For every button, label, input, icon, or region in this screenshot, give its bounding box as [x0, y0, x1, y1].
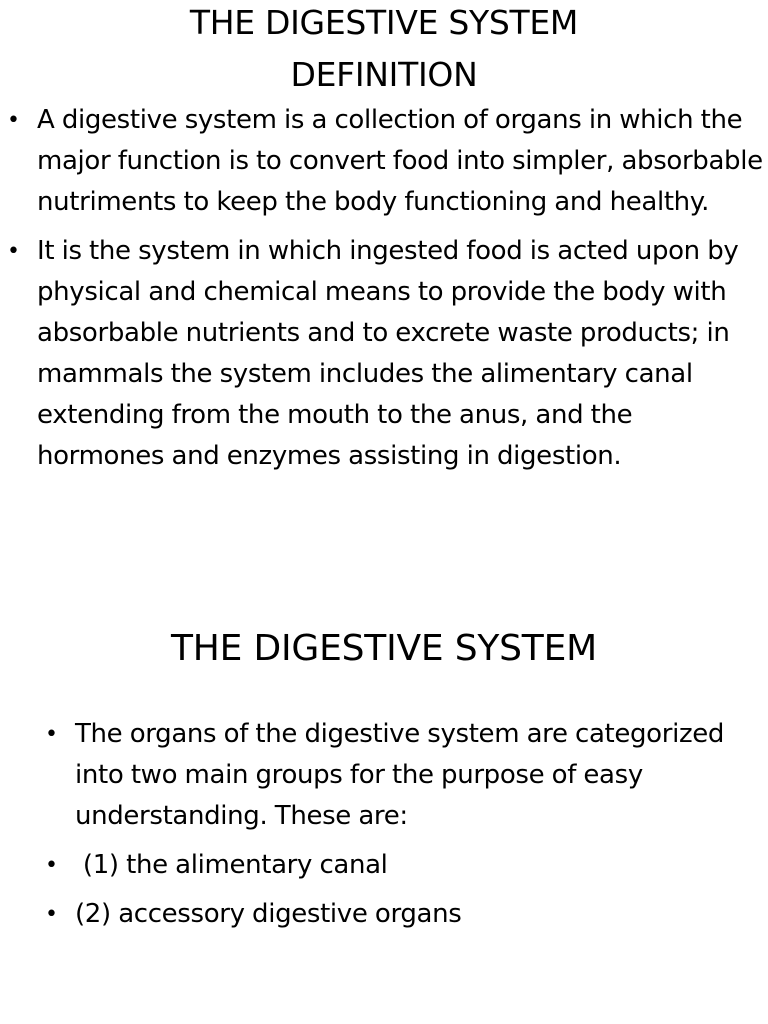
list-item — [0, 231, 768, 477]
bullet-icon: • — [45, 722, 58, 747]
slide-title — [0, 0, 768, 101]
list-item — [0, 100, 768, 223]
bullet-list — [0, 714, 768, 943]
bullet-text: It is the system in which ingested food is acted upon by physical and chemical means to provide the body with absorbable nutrients and to excrete waste products; in mammals the system includes the alimentary canal extending from the mouth to the anus, and the hormones and enzymes assisting in digestion. — [37, 236, 739, 471]
slide-organs — [0, 618, 768, 1024]
bullet-icon: • — [45, 902, 58, 927]
bullet-text: (1) the alimentary canal — [75, 850, 388, 880]
bullet-icon: • — [45, 853, 58, 878]
bullet-list — [0, 100, 768, 485]
bullet-icon: • — [7, 108, 20, 133]
list-item — [0, 714, 768, 837]
list-item — [0, 845, 768, 886]
bullet-text: (2) accessory digestive organs — [75, 899, 462, 929]
bullet-text: A digestive system is a collection of organs in which the major function is to convert food into simpler, absorbable nutriments to keep the body functioning and healthy. — [37, 105, 763, 217]
slide-title: THE DIGESTIVE SYSTEM — [171, 628, 597, 669]
list-item — [0, 894, 768, 935]
title-line-2: DEFINITION — [290, 55, 478, 94]
title-line-1: THE DIGESTIVE SYSTEM — [189, 3, 579, 42]
bullet-text: The organs of the digestive system are categorized into two main groups for the purpose of easy understanding. These are: — [75, 719, 725, 831]
bullet-icon: • — [7, 239, 20, 264]
